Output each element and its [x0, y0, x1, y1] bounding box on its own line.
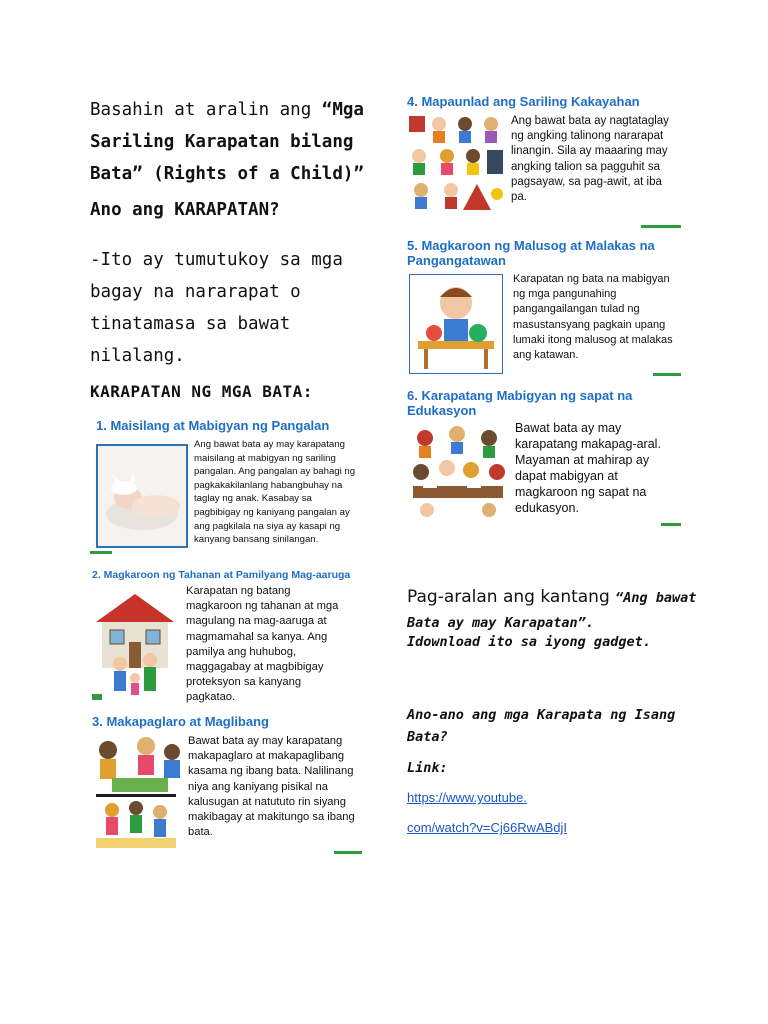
right-card-2-text: Karapatan ng batang magkaroon ng tahanan at mga magulang na mag-aaruga at magmamahal sa kanya. Ang pamilya ang huhubog, maggagabay at magbibigay proteksyon sa kanyang pagkatao. [186, 585, 339, 704]
right-card-4-title: 4. Mapaunlad ang Sariling Kakayahan [407, 94, 640, 109]
youtube-link-line2[interactable]: com/watch?v=Cj66RwABdjI [407, 820, 568, 835]
children-playing-image [92, 734, 184, 852]
card-accent-bar [90, 551, 112, 554]
right-card-1 [90, 412, 362, 554]
right-card-1-title: 1. Maisilang at Mabigyan ng Pangalan [96, 418, 330, 433]
classroom-image [407, 424, 509, 524]
song-lead: Pag-aralan ang kantang [407, 587, 616, 607]
link-label: Link: [407, 760, 448, 776]
definition-text: -Ito ay tumutukoy sa mga bagay na nararapat o tinatamasa sa bawat nilalang. [90, 250, 343, 366]
right-card-3 [90, 712, 362, 854]
baby-image [96, 444, 188, 548]
right-card-4-text: Ang bawat bata ay nagtataglay ng angking talinong nararapat linangin. Sila ay maaaring may angking talion sa pagguhit sa pagsayaw, sa pag-awit, at iba pa. [511, 115, 669, 204]
right-card-2-title: 2. Magkaroon ng Tahanan at Pamilyang Mag-aaruga [92, 569, 351, 581]
song-instruction [407, 585, 707, 635]
right-card-5 [405, 236, 681, 376]
question-karapatan: Ano ang KARAPATAN? [90, 200, 280, 220]
right-card-6-title: 6. Karapatang Mabigyan ng sapat na Edukasyon [407, 388, 633, 418]
card-accent-bar [661, 523, 681, 526]
right-card-4 [405, 92, 681, 228]
right-card-3-text: Bawat bata ay may karapatang makapaglaro at makapaglibang kasama ng ibang bata. Nalilinang niya ang kaniyang pisikal na kalusugan at natututo rin siyang makibagay at makitungo sa ibang bata. [188, 735, 355, 839]
talents-icons-image [407, 114, 507, 224]
card-accent-bar [653, 373, 681, 376]
right-card-6 [405, 386, 681, 526]
right-card-3-title: 3. Makapaglaro at Maglibang [92, 714, 269, 729]
right-card-5-text: Karapatan ng bata na mabigyan ng mga pangunahing pangangailangan tulad ng masustansyang pagkain upang lumaki itong malusog at malakas ang katawan. [513, 273, 673, 362]
intro-quote-open: “ [321, 100, 333, 120]
intro-paragraph [90, 94, 380, 190]
right-card-1-text: Ang bawat bata ay may karapatang maisilang at mabigyan ng sariling pangalan. Ang pangalan ay bahagi ng pagkakakilanlang habangbuhay na taglay ng anak. Kasabay sa pagbibigay ng kaniyang pangalan ay ang pagkilala na siya ay kasapi ng kanyang bansang sinilangan. [194, 439, 356, 546]
right-card-6-text: Bawat bata ay may karapatang makapag-aral. Mayaman at mahirap ay dapat mabigyan at magkaroon ng sapat na edukasyon. [515, 421, 661, 515]
card-accent-bar [334, 851, 362, 854]
right-card-2 [90, 566, 362, 706]
house-family-image [92, 586, 178, 702]
rights-heading: KARAPATAN NG MGA BATA: [90, 382, 313, 401]
download-instruction: Idownload ito sa iyong gadget. [407, 634, 651, 650]
healthy-food-image [409, 274, 503, 374]
intro-title: Mga Sariling Karapatan bilang Bata” (Rights of a Child)” [90, 100, 364, 184]
song-title: “Ang bawat Bata ay may Karapatan”. [407, 590, 697, 631]
card-accent-bar [641, 225, 681, 228]
question-rights: Ano-ano ang mga Karapata ng Isang Bata? [407, 707, 676, 745]
right-card-5-title: 5. Magkaroon ng Malusog at Malakas na Pangangatawan [407, 238, 655, 268]
youtube-link-line1[interactable]: https://www.youtube. [407, 790, 527, 805]
intro-prefix: Basahin at aralin ang [90, 100, 322, 120]
